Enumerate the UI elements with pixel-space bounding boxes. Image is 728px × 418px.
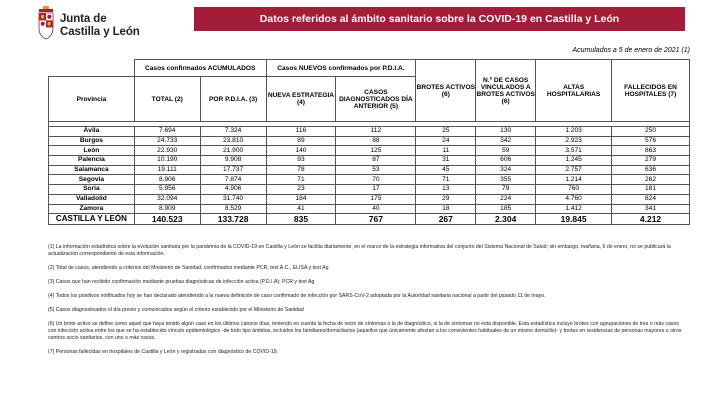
cell-fallecidos: 863	[612, 146, 690, 156]
cell-brotes: 25	[416, 127, 476, 137]
cell-diag: 53	[336, 165, 416, 175]
cell-fallecidos: 250	[612, 127, 690, 137]
cell-vinculados: 355	[476, 175, 536, 185]
date-note: Acumulados a 5 de enero de 2021 (1)	[572, 47, 690, 54]
table-row	[49, 136, 690, 146]
total-total: 140.523	[134, 214, 200, 225]
footnotes	[48, 244, 688, 363]
cell-altas: 4.760	[536, 194, 612, 204]
cell-brotes: 11	[416, 146, 476, 156]
covid-data-table	[48, 59, 690, 225]
total-provincia: CASTILLA Y LEÓN	[49, 214, 135, 225]
cell-diag: 112	[336, 127, 416, 137]
cell-altas: 1.214	[536, 175, 612, 185]
cell-altas: 3.571	[536, 146, 612, 156]
cell-provincia: Palencia	[49, 156, 135, 166]
header-diag: CASOS DIAGNOSTICADOS DÍA ANTERIOR (5)	[336, 77, 416, 122]
cell-nueva: 41	[266, 204, 336, 214]
cell-pdia: 17.737	[200, 165, 266, 175]
header-acumulados: Casos confirmados ACUMULADOS	[134, 60, 266, 77]
cell-vinculados: 79	[476, 185, 536, 195]
cell-total: 19.111	[134, 165, 200, 175]
header-vinculados: N.º DE CASOS VINCULADOS A BROTES ACTIVOS (6)	[476, 60, 536, 122]
cell-fallecidos: 181	[612, 185, 690, 195]
table-row	[49, 146, 690, 156]
logo-text-line1: Junta de	[60, 13, 107, 25]
cell-fallecidos: 824	[612, 194, 690, 204]
header-nueva: NUEVA ESTRATEGIA (4)	[266, 77, 336, 122]
cell-total: 8.906	[134, 175, 200, 185]
cell-pdia: 21.900	[200, 146, 266, 156]
table-row	[49, 185, 690, 195]
cell-nueva: 89	[266, 136, 336, 146]
cell-altas: 2.757	[536, 165, 612, 175]
table-row	[49, 165, 690, 175]
cell-provincia: León	[49, 146, 135, 156]
cell-diag: 40	[336, 204, 416, 214]
cell-provincia: Soria	[49, 185, 135, 195]
cell-diag: 70	[336, 175, 416, 185]
logo-text-line2: Castilla y León	[60, 26, 140, 38]
cell-altas: 760	[536, 185, 612, 195]
cell-provincia: Zamora	[49, 204, 135, 214]
cell-total: 10.190	[134, 156, 200, 166]
cell-total: 32.094	[134, 194, 200, 204]
total-diag: 767	[336, 214, 416, 225]
cell-diag: 175	[336, 194, 416, 204]
table-row	[49, 175, 690, 185]
coat-of-arms-icon	[38, 6, 54, 40]
total-altas: 19.845	[536, 214, 612, 225]
cell-total: 8.909	[134, 204, 200, 214]
cell-provincia: Salamanca	[49, 165, 135, 175]
total-pdia: 133.728	[200, 214, 266, 225]
cell-brotes: 29	[416, 194, 476, 204]
cell-vinculados: 185	[476, 204, 536, 214]
cell-vinculados: 59	[476, 146, 536, 156]
total-nueva: 835	[266, 214, 336, 225]
cell-diag: 88	[336, 136, 416, 146]
table-row	[49, 127, 690, 137]
page-title: Datos referidos al ámbito sanitario sobre la COVID-19 en Castilla y León	[194, 7, 685, 31]
cell-total: 5.956	[134, 185, 200, 195]
cell-pdia: 31.740	[200, 194, 266, 204]
cell-nueva: 23	[266, 185, 336, 195]
cell-pdia: 7.324	[200, 127, 266, 137]
cell-vinculados: 130	[476, 127, 536, 137]
footnote-3: (3) Casos que han recibido confirmación mediante pruebas diagnósticas de infección activa (P.D.I.A): PCR y test Ag	[48, 279, 315, 285]
cell-diag: 87	[336, 156, 416, 166]
header-total: TOTAL (2)	[134, 77, 200, 122]
header-altas: ALTAS HOSPITALARIAS	[536, 60, 612, 122]
footnote-2: (2) Total de casos, atendiendo a criterios del Ministerio de Sanidad, confirmados mediante PCR, test A.C., ELISA y test Ag	[48, 265, 329, 271]
cell-brotes: 71	[416, 175, 476, 185]
cell-vinculados: 224	[476, 194, 536, 204]
cell-nueva: 116	[266, 127, 336, 137]
footnote-1: (1) La información estadística sobre la evolución sanitaria por la pandemia de la COVID-19 en Castilla y León se facilita diariamente, en el marco de la estrategia informativa del conjunto del Sistema Nacional de Salud; sin embargo, mañana, 6 de enero, no se publicará la actualización correspondiente de esta información.	[48, 244, 671, 257]
cell-provincia: Ávila	[49, 127, 135, 137]
cell-diag: 17	[336, 185, 416, 195]
cell-nueva: 78	[266, 165, 336, 175]
cell-nueva: 71	[266, 175, 336, 185]
cell-pdia: 8.529	[200, 204, 266, 214]
cell-provincia: Burgos	[49, 136, 135, 146]
cell-brotes: 18	[416, 204, 476, 214]
cell-fallecidos: 576	[612, 136, 690, 146]
cell-brotes: 13	[416, 185, 476, 195]
cell-altas: 1.203	[536, 127, 612, 137]
footnote-5: (5) Casos diagnosticados el día previo y comunicados según el criterio establecido por el Ministerio de Sanidad	[48, 307, 304, 313]
cell-altas: 1.245	[536, 156, 612, 166]
cell-brotes: 24	[416, 136, 476, 146]
cell-pdia: 4.906	[200, 185, 266, 195]
cell-diag: 125	[336, 146, 416, 156]
header-provincia: Provincia	[49, 77, 135, 122]
header-nuevos: Casos NUEVOS confirmados por P.D.I.A.	[266, 60, 416, 77]
cell-vinculados: 606	[476, 156, 536, 166]
cell-total: 24.733	[134, 136, 200, 146]
cell-pdia: 9.908	[200, 156, 266, 166]
header-brotes: BROTES ACTIVOS (6)	[416, 60, 476, 122]
table-row	[49, 156, 690, 166]
cell-fallecidos: 262	[612, 175, 690, 185]
cell-fallecidos: 279	[612, 156, 690, 166]
header-fallecidos: FALLECIDOS EN HOSPITALES (7)	[612, 60, 690, 122]
header-pdia: POR P.D.I.A. (3)	[200, 77, 266, 122]
cell-pdia: 23.810	[200, 136, 266, 146]
cell-pdia: 7.874	[200, 175, 266, 185]
cell-nueva: 140	[266, 146, 336, 156]
junta-logo	[38, 6, 158, 42]
cell-provincia: Segovia	[49, 175, 135, 185]
cell-fallecidos: 636	[612, 165, 690, 175]
total-fallecidos: 4.212	[612, 214, 690, 225]
cell-nueva: 93	[266, 156, 336, 166]
footnote-6: (6) Un brote activo se define como aquel que haya tenido algún caso en los últimos catorce días, teniendo en cuenta la fecha de inicio de síntomas o la de diagnóstico, si la de síntomas no está disponible. Esta estadística incluye brotes con agrupaciones de tres o más casos con infección activa entre los que se ha establecido vínculo epidemiológico -de todo tipo ámbitos, incluidos los familiares/domiciliarios (aquellos que únicamente afectan a los convivientes habituales de un mismo domicilio)- y brotes en residencias de personas mayores u otros centros socio sanitarios, con uno o más casos.	[48, 321, 682, 341]
footnote-4: (4) Todos los positivos notificados hoy se han declarado atendiendo a la nueva definición de caso confirmado de infección por SARS-CoV-2 adoptada por la Autoridad sanitaria nacional a partir del pasado 11 de mayo.	[48, 293, 546, 299]
table-row	[49, 204, 690, 214]
table-total-row	[49, 214, 690, 225]
cell-altas: 1.412	[536, 204, 612, 214]
cell-brotes: 45	[416, 165, 476, 175]
cell-vinculados: 342	[476, 136, 536, 146]
footnote-7: (7) Personas fallecidas en hospitales de Castilla y León y registradas con diagnóstico de COVID-19.	[48, 349, 279, 355]
cell-provincia: Valladolid	[49, 194, 135, 204]
cell-vinculados: 324	[476, 165, 536, 175]
table-row	[49, 194, 690, 204]
cell-total: 7.694	[134, 127, 200, 137]
cell-total: 22.930	[134, 146, 200, 156]
cell-brotes: 31	[416, 156, 476, 166]
cell-nueva: 184	[266, 194, 336, 204]
total-vinculados: 2.304	[476, 214, 536, 225]
cell-fallecidos: 341	[612, 204, 690, 214]
cell-altas: 2.923	[536, 136, 612, 146]
total-brotes: 267	[416, 214, 476, 225]
